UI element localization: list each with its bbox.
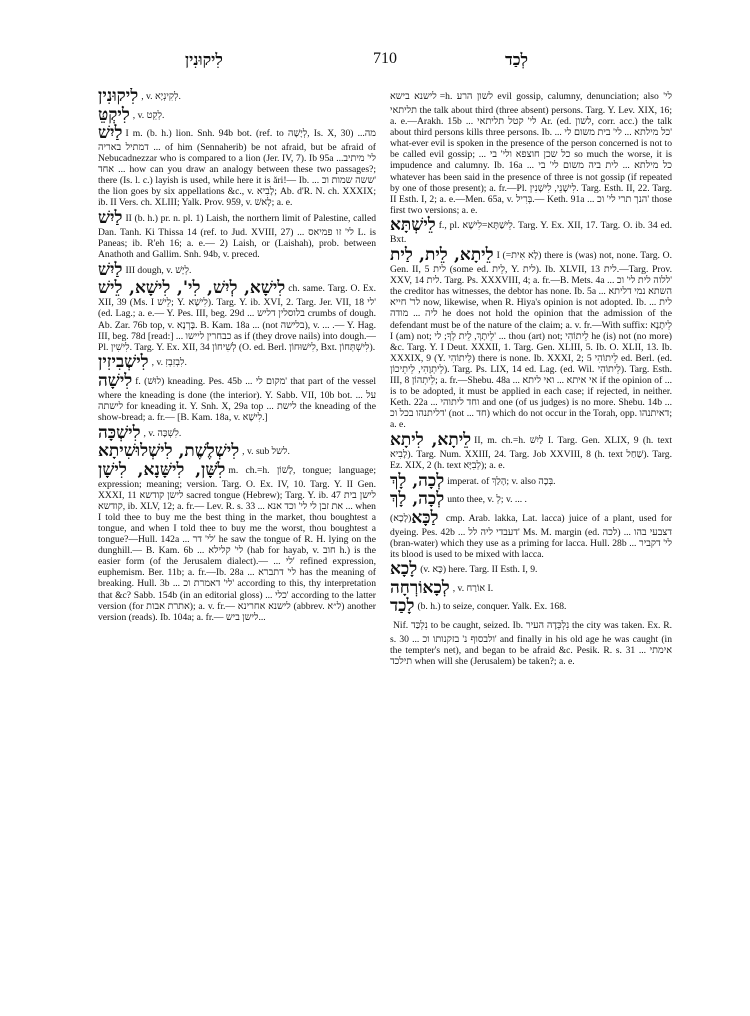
headword: לָכַד: [390, 596, 415, 617]
entry-text: Nif. נִלְכַּד to be caught, seized. Ib. נִלְכְּדָה העיר the city was taken. Ex. R. s. 30 ... ולבסוף נ' בזקנותו וכ' and finally in his old age he was caught (in the tempter's net), and began to be afraid &c. Pesik. R. s. 31 ... אימתי תילכד when will she (Jerusalem) be taken?; a. e.: [390, 619, 672, 668]
entry: [98, 259, 376, 280]
entry: [98, 88, 376, 105]
headword: לִישָׁא, לְיִשׁ, לִי', לִישָׁא, לֵישׁ: [98, 278, 286, 299]
entry-text: III dough, v. לְיָשׁ.: [125, 264, 192, 276]
headword: לָכָא: [390, 559, 418, 580]
entry-text: m. ch.=h. לָשׁוֹן, tongue; language; expression; meaning; version. Targ. O. Ex. IV, 10. Targ. Y. II Gen. XXXI, 11 לישן קודשא sacred tongue (Hebrew); Targ. Y. ib. 47 לישן בית קודשא, ib. XLV, 12; a. fr.— Lev. R. s. 33 ... את זבן לי לי' וכד אנא ... when I told thee to buy me the best thing in the market, thou boughtest a tongue, and when I told thee to buy me the worst, thou boughtest a tongue?—Hull. 142a ... לי' דר' he saw the tongue of R. H. lying on the dunghill.— B. Kam. 6b ... לי' קלילא (hab for hayab, v. חוב h.) is the easier form (of the Jerusalem dialect).— ... לי' refined expression, euphemism. Ber. 11b; a. fr.—Ib. 28a ... לי' דתברא has the meaning of breaking. Hull. 3b ... לי' דאמרת וכ' according to this, thy interpretation that &c? Sabb. 154b (in an editorial gloss) ... כלי' according to the latter version (for אתרת אבות); a. v. fr.— לישנא אחרינא (abbrev. ל״א) another version (reads). Ib. 104a; a. fr.— לישן ביש...: [98, 464, 376, 623]
entry-text: , v. לִשְׁכָּה.: [143, 427, 182, 439]
entry-text: , v. לְקִינְיָא.: [141, 91, 181, 102]
entry-text: , v. sub לשל.: [242, 446, 290, 458]
entry-text: II (b. h.) pr. n. pl. 1) Laish, the northern limit of Palestine, called Dan. Tanh. Ki Thissa 14 (ref. to Jud. XVIII, 27) ... לי' זו פמיאס L. is Paneas; ib. R'eh 16; a. e.— 2) Laish, or (Laishah), prob. between Anathoth and Gallim. Snh. 94b, v. preced.: [98, 213, 376, 261]
entry: [390, 507, 672, 560]
entry: [390, 561, 672, 578]
entry-text: (b. h.) to seize, conquer. Yalk. Ex. 168.: [417, 601, 567, 613]
entry: [98, 125, 376, 209]
entry-text: I m. (b. h.) lion. Snh. 94b bot. (ref. to לְיָשָׁה, Is. X, 30) מה... דמתיל באריה ... of him (Sennaherib) be not afraid, but be afraid of Nebucadnezzar who is compared to a lion (Jer. IV, 7). Ib 95a ...לי' מיתיב ... אחד how can you draw an analogy between these two passages?; there (Is. l. c.) layish is used, while here it is ări!— Ib. ... ששה שמות וכ' the lion goes by six appellations &c., v. לָבִיא; Ab. d'R. N. ch. XXXIX; ib. II Vers. ch. XLIII; Yalk. Prov. 959, v. לָאשׁ; a. e.: [98, 128, 376, 209]
headword: לְכָה, לָךְ: [390, 470, 445, 491]
headword: לְכָה, לָךְ: [390, 489, 445, 510]
page-header: [0, 50, 750, 76]
headword: לִישְׁלֶשֶׁת, לִישְׁלוּשִׁיתָא: [98, 441, 240, 462]
entry-text: f., pl. לֵישַׁתָּא=לִישָׁא. Targ. Y. Ex. XII, 17. Targ. O. ib. 34 ed. Bxt.: [390, 220, 672, 246]
headword: לַכָּא: [411, 507, 439, 528]
entry: [98, 370, 376, 423]
headword: לִשָּׁן, לִישָּׁנָא, לִישָׁן: [98, 459, 226, 480]
entry-text: , v. לִבְזִבְזִ.: [151, 357, 187, 369]
entry-text: II, m. ch.=h. לַיִשׁ I. Targ. Gen. XLIX, 9 (h. text לָבִיא). Targ. Num. XXIII, 24. Targ. Job XXVIII, 8 (h. text שַׁחַל). Targ. Ez. XIX, 2 (h. text לְבִיָּא); a. e.: [390, 434, 672, 472]
headword: לַיִשׁ: [98, 123, 123, 143]
entry: [390, 491, 672, 508]
entry: [98, 104, 376, 125]
entry: [98, 443, 376, 460]
entry-text: לישנא בישא=h. לשון הרע evil gossip, calumny, denunciation; also לי' תליתאי the talk about third (three absent) persons. Targ. Y. Lev. XIX, 16; a. e.—Arakh. 15b ... לי' קטל תליתאי Ar. (ed. לשון, corr. acc.) the talk about third persons kills three persons. Ib. ... כל מילתא ... לי' בית משום לי' what-ever evil is spoken in the presence of the person concerned is not to be called evil gossip; ... כל שכן חוצפא ולי' בי so much the worse, it is impudence and calumny. Ib. 16a ... כל מילתא ... לית ביה משום לי' בי whatever has been said in the presence of three is not gossip (if repeated by one of those present); a. fr.—Pl. לִישָׁנֵי, לִישָׁנִין. Targ. Esth. II, 22. Targ. II Esth. I, 2; a. e.—Men. 65a, v. בְּרִיל.— Keth. 91a ... הנך תרי לי' וכ' those first two versions; a. e.: [390, 91, 672, 216]
entry: [390, 217, 672, 245]
entry: [98, 354, 376, 371]
headword: לַיִשׁ: [98, 259, 123, 280]
entry-text: imperat. of הָלַךְ; v. also בְּכָה.: [447, 475, 556, 487]
headword: לִיקוּנִין: [98, 88, 139, 106]
entry-text: , v. לְקֵט.: [132, 109, 165, 121]
entry: [390, 577, 672, 598]
entry: [390, 429, 672, 472]
entry-text: f. (לוּשׁ) kneading. Pes. 45b ... מקום לי' that part of the vessel where the kneading is done (the interior). Y. Sabb. VII, 10b bot. ... על לישתה for kneading it. Y. Snh. X, 29a top ... לישת the kneading of the show-bread; a. fr.— [B. Kam. 18a, v. לִישָׁא.]: [98, 375, 376, 423]
headword: לִישְׁבִיזִין: [98, 352, 149, 373]
entry: [390, 470, 672, 491]
entry-text: (v. כָּא) here. Targ. II Esth. I, 9.: [420, 564, 538, 576]
entry: [390, 247, 672, 430]
entry-text: I (=לָא אִית) there is (was) not, none. Targ. O. Gen. II, 5 לית (some ed. לֵית, Y. לית). Ib. XLVII, 13 לית.—Targ. Prov. XXV, 14 לית. Targ. Ps. XXXVIII, 4; a. fr.—B. Mets. 4a ... ללוה לית לי' וכ' the creditor has witnesses, the debtor has none. Ib. 5a ... השתא נמי דליתא לר' חייא now, likewise, when R. Hiya's opinion is not adopted. Ib. ... לית ליה ... מודה he does not hold the opinion that the admission of the defendant must be of the nature of the claim; a. v. fr.—With suffix: לֵיתָנָא I (am) not; לֵיתָךְ, לֵית לְךָ; לי' ... thou (art) not; לֵיתוֹהִי he (is) not (no more) &c. Targ. Y. I Deut. XXXII, 1. Targ. Gen. XLIII, 5. Ib. O. XLII, 13. Ib. XXXIX, 9 (Y. לֵיתוֹהִי) there is none. Ib. XXXI, 2; 5 לֵיתוֹהִי ed. Berl. (ed. לֵיתְוָהִי, לֵיתֵיכוֹן). Targ. Ps. LIX, 14 ed. Lag. (ed. Wil. לֵיתוֹהִי). Targ. Esth. III, 8 לֵיתְהוֹן; a. fr.—Shebu. 48a ... אי איתא ... ואי ליתא if the opinion of ... is to be adopted, it must be applied in each case; if rejected, in neither. Keth. 22a ... וחד ליתוהי and one (of us judges) is no more. Shebu. 14b ... דליתנהו בכל וכ' (not ... חד) which do not occur in the Torah, opp. דאיתנהו; a. e.: [390, 250, 672, 431]
header-right-catchword: לְכַד: [505, 50, 528, 69]
entry: [98, 210, 376, 260]
headword: לִישְׁכָּה: [98, 422, 141, 443]
entry: [98, 280, 376, 352]
entry: [98, 459, 376, 623]
headword: לְכָאוֹרְחָה: [390, 577, 450, 598]
entry-text: , v. אוֹרַח I.: [452, 582, 494, 594]
entry: [98, 422, 376, 443]
headword: לִיקְטֵּ: [98, 104, 130, 125]
headword: לַיִשׁ: [98, 208, 123, 229]
right-column: [390, 88, 672, 1008]
header-left-catchword: לִיקוּנִין: [185, 50, 223, 69]
headword: לֵישְׁתָּא: [390, 215, 436, 236]
headword: לֵיתָא, לִיתָא: [390, 429, 472, 450]
left-column: [98, 88, 376, 1008]
entry: [390, 88, 672, 216]
entry-text: ch. same. Targ. O. Ex. XII, 39 (Ms. I לֵישׁ; Y. לִישָׁא). Targ. Y. ib. XVI, 2. Targ. Jer. VII, 18 לי' (ed. Lag.; a. e.— Y. Pes. III, beg. 29d ... בלוסלין דליש crumbs of dough. Ab. Zar. 76b top, v. בָּרְנָא. B. Kam. 18a ... (not בלישה), v. ... .— Y. Hag. III, beg. 78d [read:] ... כבחרין ליישו as if (they drove nails) into dough.—Pl. לִישִׁין. Targ. Y. Ex. XII, 34 לְשִׁיחוֹן (O. ed. Berl. לִישׁוּחוֹן, Bxt. לִישְׁתְּחוֹן).: [98, 283, 376, 353]
headword: לִישָׁה: [98, 370, 133, 391]
page-number: 710: [373, 50, 397, 67]
entry: [390, 617, 672, 667]
entry: [390, 598, 672, 615]
entry-text: (לָכָא) cmp. Arab. lakka, Lat. lacca) juice of a plant, used for dyeing. Pes. 42b ... דעבדי ליה לל' Ms. M. margin (ed. לכה) ... דצבעי בהו (bran-water) which they use as a priming for lacca. Hull. 28b ... לי' דקביר its blood is used to be mixed with lacca.: [390, 512, 672, 560]
entry-text: unto thee, v. לְ; v. ... .: [447, 494, 527, 506]
headword: לֵיתָא, לֵית, לַית: [390, 245, 494, 266]
